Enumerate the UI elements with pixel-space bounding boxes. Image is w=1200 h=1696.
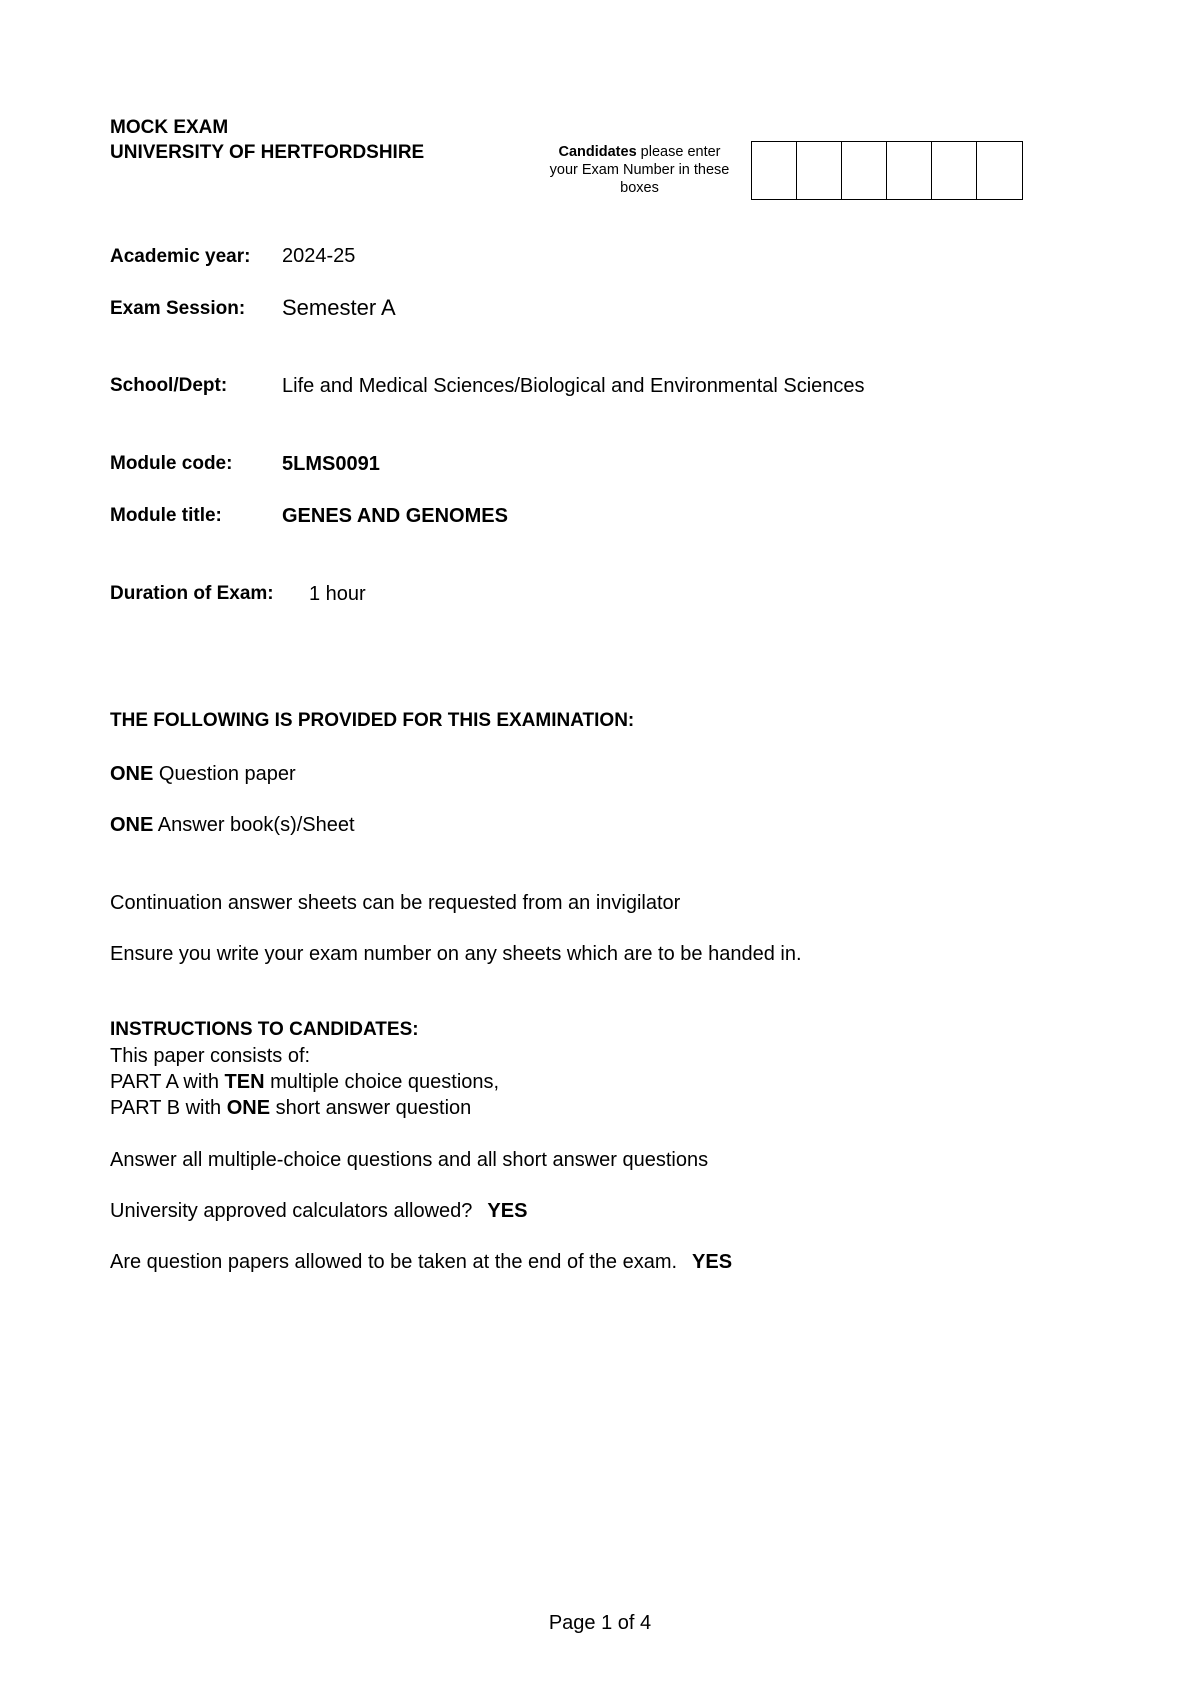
exam-type-heading: MOCK EXAM	[110, 117, 229, 138]
exam-number-box-1[interactable]	[752, 142, 797, 199]
exam-number-box-2[interactable]	[797, 142, 842, 199]
module-title-label: Module title:	[110, 505, 222, 526]
duration-label: Duration of Exam:	[110, 583, 274, 604]
candidates-line3: boxes	[620, 180, 659, 196]
provided-heading: THE FOLLOWING IS PROVIDED FOR THIS EXAMINATION:	[110, 710, 635, 731]
duration-value: 1 hour	[309, 583, 366, 605]
exam-session-label: Exam Session:	[110, 298, 246, 319]
candidates-bold: Candidates	[558, 144, 637, 160]
part-b-post: short answer question	[270, 1097, 472, 1119]
module-code-value: 5LMS0091	[282, 453, 380, 475]
part-a-line	[110, 1070, 499, 1094]
school-dept-label: School/Dept:	[110, 375, 228, 396]
part-a-post: multiple choice questions,	[264, 1071, 500, 1093]
part-b-bold: ONE	[226, 1097, 271, 1119]
paper-consists-line: This paper consists of:	[110, 1045, 311, 1067]
exam-session-value: Semester A	[282, 295, 396, 320]
provided-item-question-paper	[110, 762, 296, 786]
answer-all-line: Answer all multiple-choice questions and all short answer questions	[110, 1149, 709, 1171]
provided-item1-bold: ONE	[110, 763, 154, 785]
exam-number-note: Ensure you write your exam number on any sheets which are to be handed in.	[110, 943, 802, 965]
exam-number-box-5[interactable]	[932, 142, 977, 199]
question-papers-question: Are question papers allowed to be taken at the end of the exam.	[110, 1251, 678, 1273]
university-name: UNIVERSITY OF HERTFORDSHIRE	[110, 142, 425, 163]
question-papers-answer: YES	[692, 1251, 733, 1273]
instructions-heading: INSTRUCTIONS TO CANDIDATES:	[110, 1019, 419, 1040]
exam-number-box-6[interactable]	[977, 142, 1022, 199]
candidates-instruction	[531, 143, 748, 197]
provided-item2-bold: ONE	[110, 814, 154, 836]
calculators-question: University approved calculators allowed?	[110, 1200, 473, 1222]
candidates-line1-rest: please enter	[636, 144, 721, 160]
school-dept-value: Life and Medical Sciences/Biological and Environmental Sciences	[282, 375, 865, 397]
exam-number-box-3[interactable]	[842, 142, 887, 199]
module-title-value: GENES AND GENOMES	[282, 505, 508, 527]
academic-year-label: Academic year:	[110, 246, 251, 267]
candidates-line2: your Exam Number in these	[549, 162, 730, 178]
part-a-bold: TEN	[224, 1071, 265, 1093]
academic-year-value: 2024-25	[282, 245, 356, 267]
module-code-label: Module code:	[110, 453, 233, 474]
exam-number-box-4[interactable]	[887, 142, 932, 199]
provided-item2-rest: Answer book(s)/Sheet	[153, 814, 355, 836]
part-a-pre: PART A with	[110, 1071, 225, 1093]
provided-item-answer-book	[110, 813, 355, 837]
calculators-answer: YES	[487, 1200, 528, 1222]
page-number: Page 1 of 4	[548, 1612, 652, 1634]
part-b-line	[110, 1096, 471, 1120]
exam-number-boxes	[751, 141, 1023, 200]
calculators-line	[110, 1199, 527, 1223]
provided-item1-rest: Question paper	[153, 763, 296, 785]
question-papers-line	[110, 1250, 732, 1274]
continuation-note: Continuation answer sheets can be requested from an invigilator	[110, 892, 681, 914]
part-b-pre: PART B with	[110, 1097, 227, 1119]
